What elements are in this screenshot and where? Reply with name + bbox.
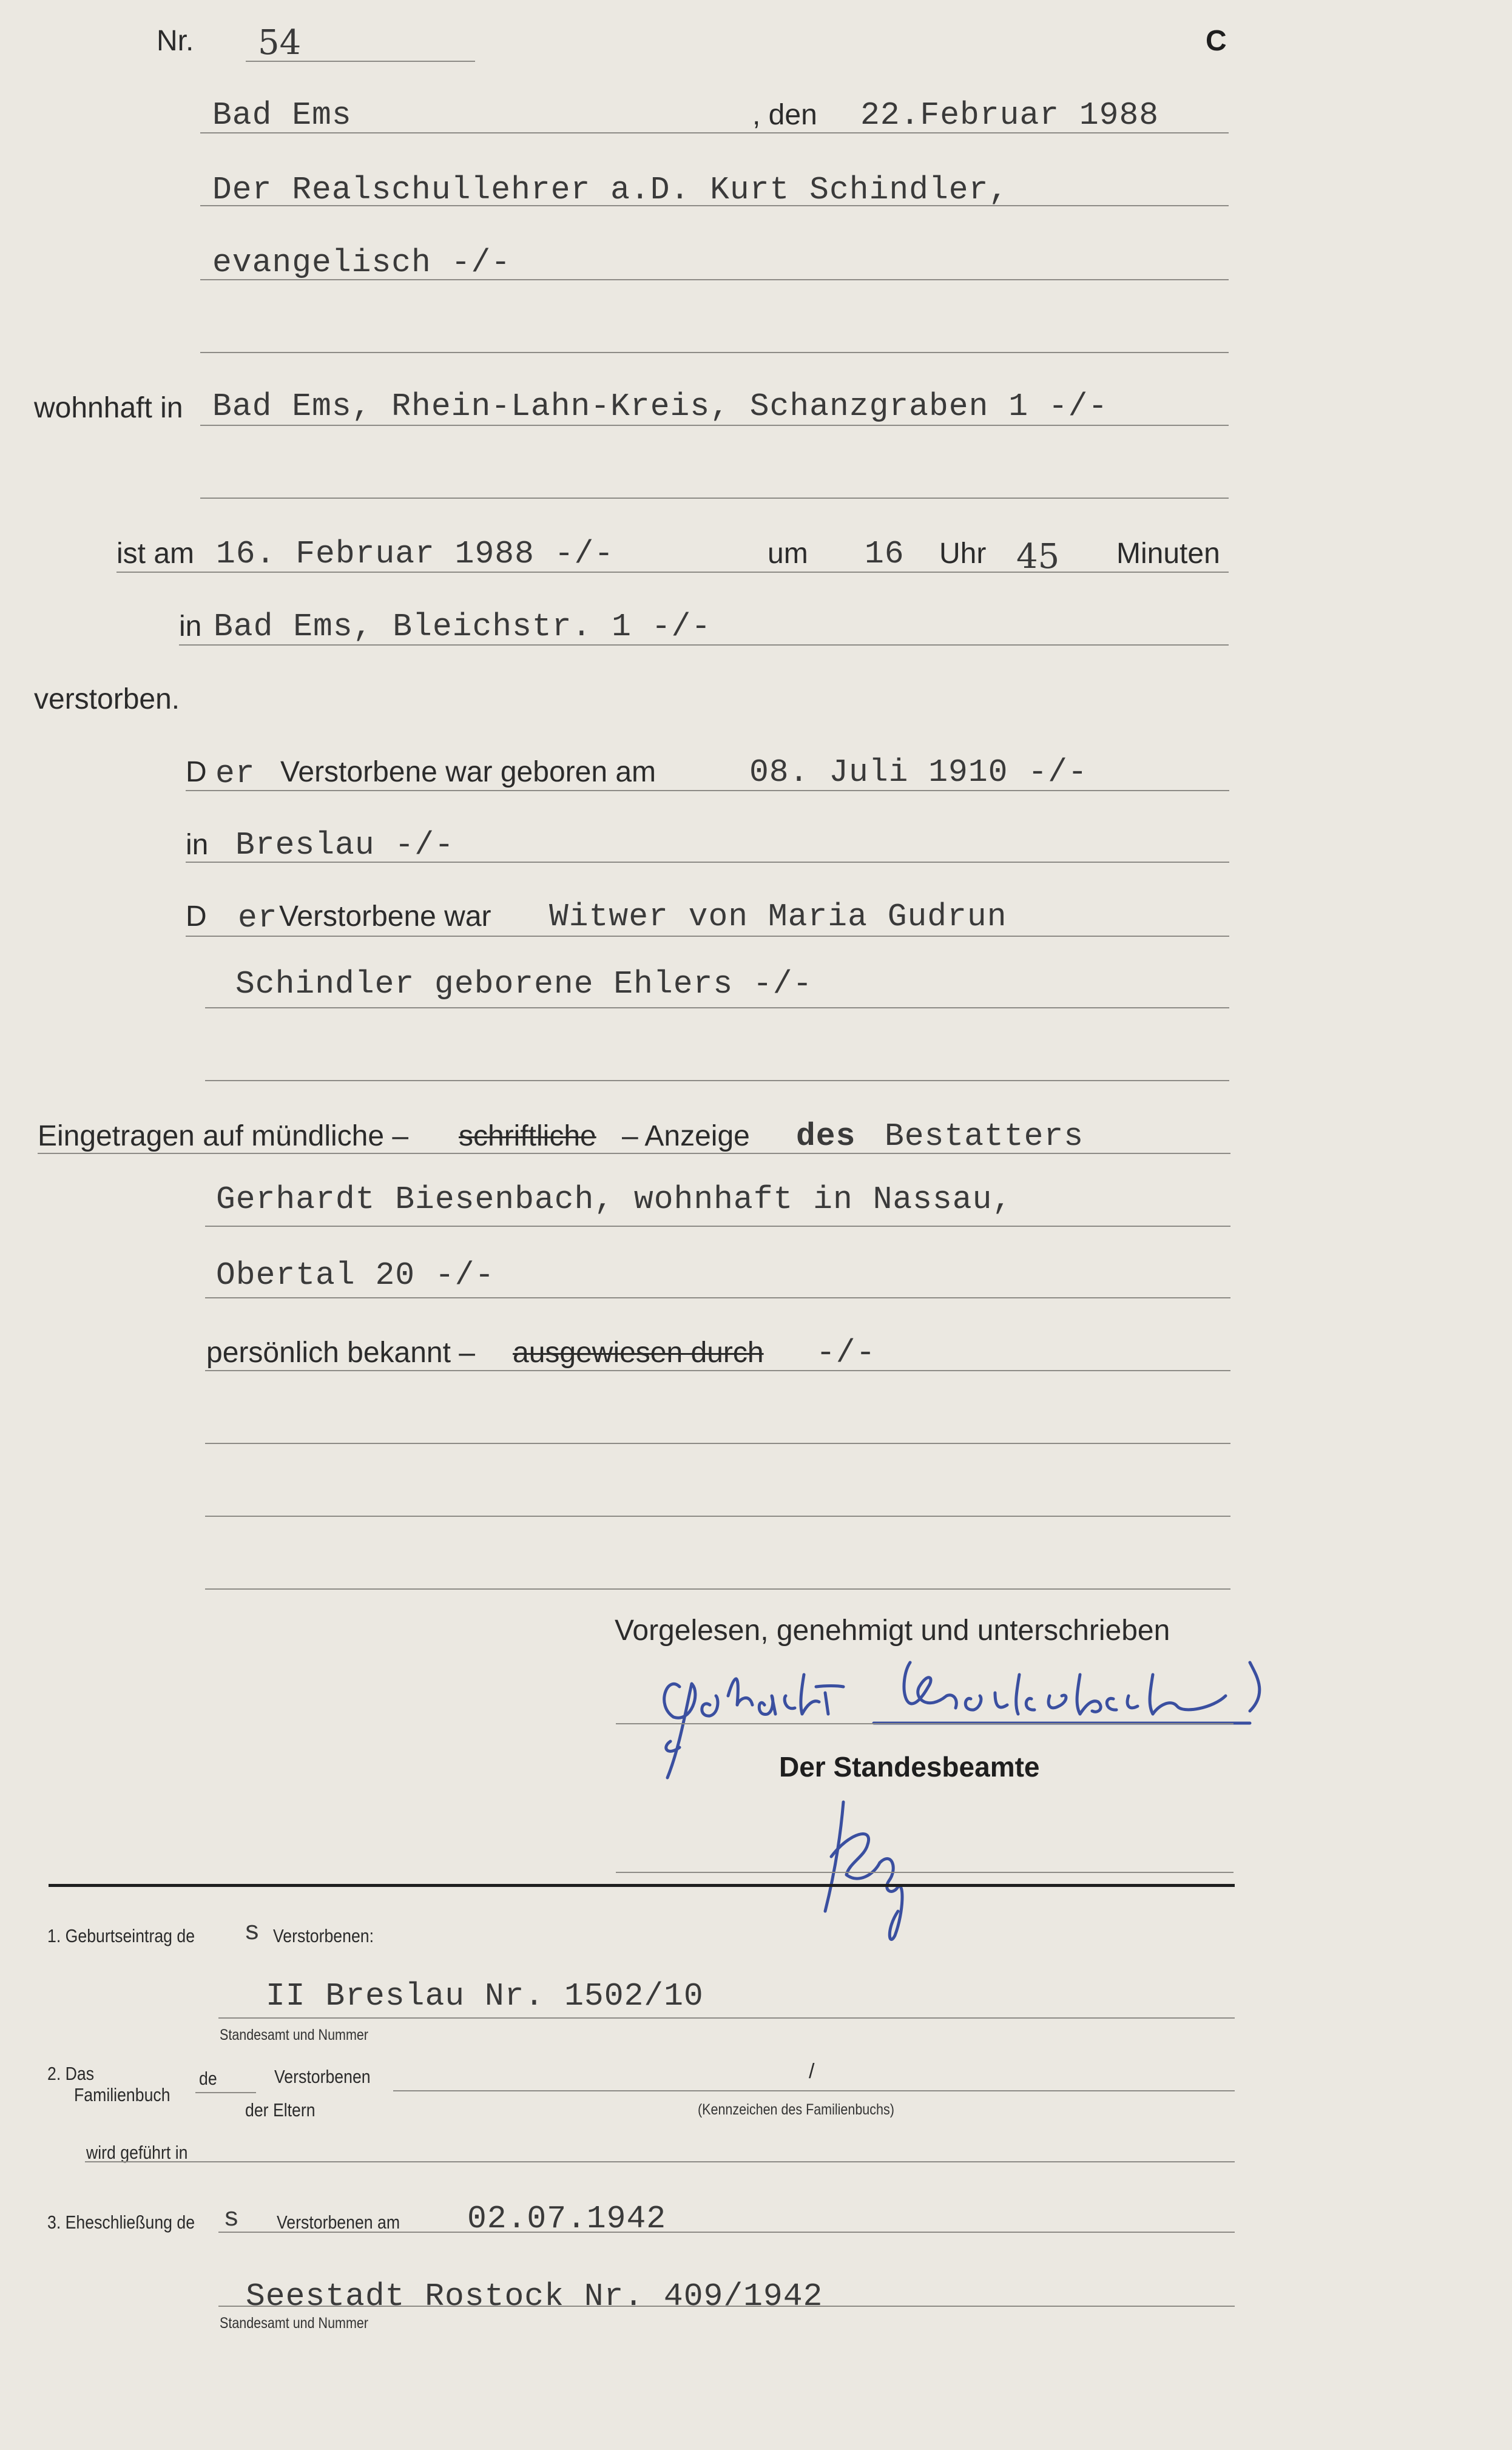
date-value: 22.Februar 1988 [860,97,1159,133]
marital-line-1: Witwer von Maria Gudrun [549,899,1007,935]
death-in-label: in [179,610,202,643]
f2-verstorbenen: Verstorbenen [274,2066,371,2087]
line-f2 [393,2090,1235,2091]
birth-d-label: D [186,756,207,788]
f3-date: 02.07.1942 [467,2201,667,2237]
death-place: Bad Ems, Bleichstr. 1 -/- [214,609,712,645]
line-signature [616,1723,1234,1724]
f2-caption: (Kennzeichen des Familienbuchs) [698,2101,894,2118]
line-birth-place [186,862,1229,863]
birth-label: Verstorbene war geboren am [280,756,656,788]
f1-s: s [244,1917,261,1948]
line-blank-2 [205,1516,1230,1517]
report-value-1: Bestatters [885,1118,1084,1155]
birth-er-typed: er [215,755,255,792]
line-birth-date [186,790,1229,791]
registrar-label: Der Standesbeamte [779,1751,1040,1783]
known-label-struck: ausgewiesen durch [513,1337,764,1369]
f2-wird: wird geführt in [86,2142,188,2163]
line-known [205,1370,1230,1371]
line-marital-2 [205,1007,1229,1008]
line-death-place [179,644,1229,646]
person-line-1: Der Realschullehrer a.D. Kurt Schindler, [212,172,1009,208]
marital-label: Verstorbene war [279,900,491,933]
line-person-1 [200,205,1229,206]
report-label-b: – Anzeige [622,1120,750,1152]
line-f2-de [195,2092,256,2093]
report-des-typed: des [796,1118,856,1155]
f1-caption: Standesamt und Nummer [220,2026,368,2043]
residence-value: Bad Ems, Rhein-Lahn-Kreis, Schanzgraben 1 -/- [212,388,1109,425]
f2-de: de [199,2068,217,2089]
line-f2-wird [85,2161,1235,2162]
line-residence [200,425,1229,426]
f1-label: 1. Geburtseintrag de [47,1925,195,1946]
line-marital-1 [186,936,1229,937]
line-report-3 [205,1297,1230,1298]
um-label: um [768,538,808,570]
read-label: Vorgelesen, genehmigt und unterschrieben [615,1615,1170,1647]
person-line-2: evangelisch -/- [212,245,511,281]
f1-label-2: Verstorbenen: [273,1925,374,1946]
line-marital-3 [205,1080,1229,1081]
line-residence-2 [200,498,1229,499]
report-line-2: Gerhardt Biesenbach, wohnhaft in Nassau, [216,1181,1013,1218]
death-date: 16. Februar 1988 -/- [216,536,615,572]
letter-c: C [1206,25,1227,57]
line-report-1 [38,1153,1230,1154]
line-f3-value [218,2306,1235,2307]
ist-am-label: ist am [116,538,195,570]
marital-er-typed: er [238,900,278,936]
line-registrar [616,1872,1234,1873]
f3-s: s [223,2204,240,2234]
known-value: -/- [816,1335,876,1371]
line-blank-1 [205,1443,1230,1444]
known-label-a: persönlich bekannt – [206,1337,475,1369]
f2-label: Familienbuch [74,2084,170,2105]
line-person-2 [200,279,1229,280]
f3-value: Seestadt Rostock Nr. 409/1942 [246,2278,823,2315]
verstorben-label: verstorben. [34,683,180,715]
f2-eltern: der Eltern [245,2099,316,2121]
den-label: , den [752,99,817,131]
line-f1 [218,2017,1235,2019]
nr-line [246,61,475,62]
birth-in-label: in [186,829,209,861]
nr-label: Nr. [157,25,194,57]
marital-line-2: Schindler geborene Ehlers -/- [235,966,813,1002]
place-value: Bad Ems [212,97,352,133]
report-line-3: Obertal 20 -/- [216,1257,495,1294]
residence-label: wohnhaft in [34,392,183,424]
registrar-signature-icon [807,1790,940,1948]
f1-value: II Breslau Nr. 1502/10 [266,1978,704,2014]
marital-d-label: D [186,900,207,933]
report-label-a: Eingetragen auf mündliche – [38,1120,409,1152]
minuten-label: Minuten [1116,538,1220,570]
birth-place: Breslau -/- [235,827,454,863]
f2-num: 2. Das [47,2063,95,2084]
death-hour: 16 [865,536,905,572]
f3-caption: Standesamt und Nummer [220,2315,368,2332]
f3-label: 3. Eheschließung de [47,2212,195,2233]
line-report-2 [205,1226,1230,1227]
report-label-struck: schriftliche [459,1120,596,1152]
line-f3 [218,2232,1235,2233]
line-blank-3 [205,1588,1230,1590]
line-place-date [200,132,1229,133]
separator-rule [49,1884,1235,1887]
f2-slash: / [809,2060,815,2083]
f3-label-2: Verstorbenen am [277,2212,400,2233]
uhr-label: Uhr [939,538,987,570]
death-minutes: 45 [1016,537,1060,576]
nr-value: 54 [258,23,302,62]
line-person-3 [200,352,1229,353]
birth-date: 08. Juli 1910 -/- [749,754,1088,791]
line-death-date [116,572,1229,573]
